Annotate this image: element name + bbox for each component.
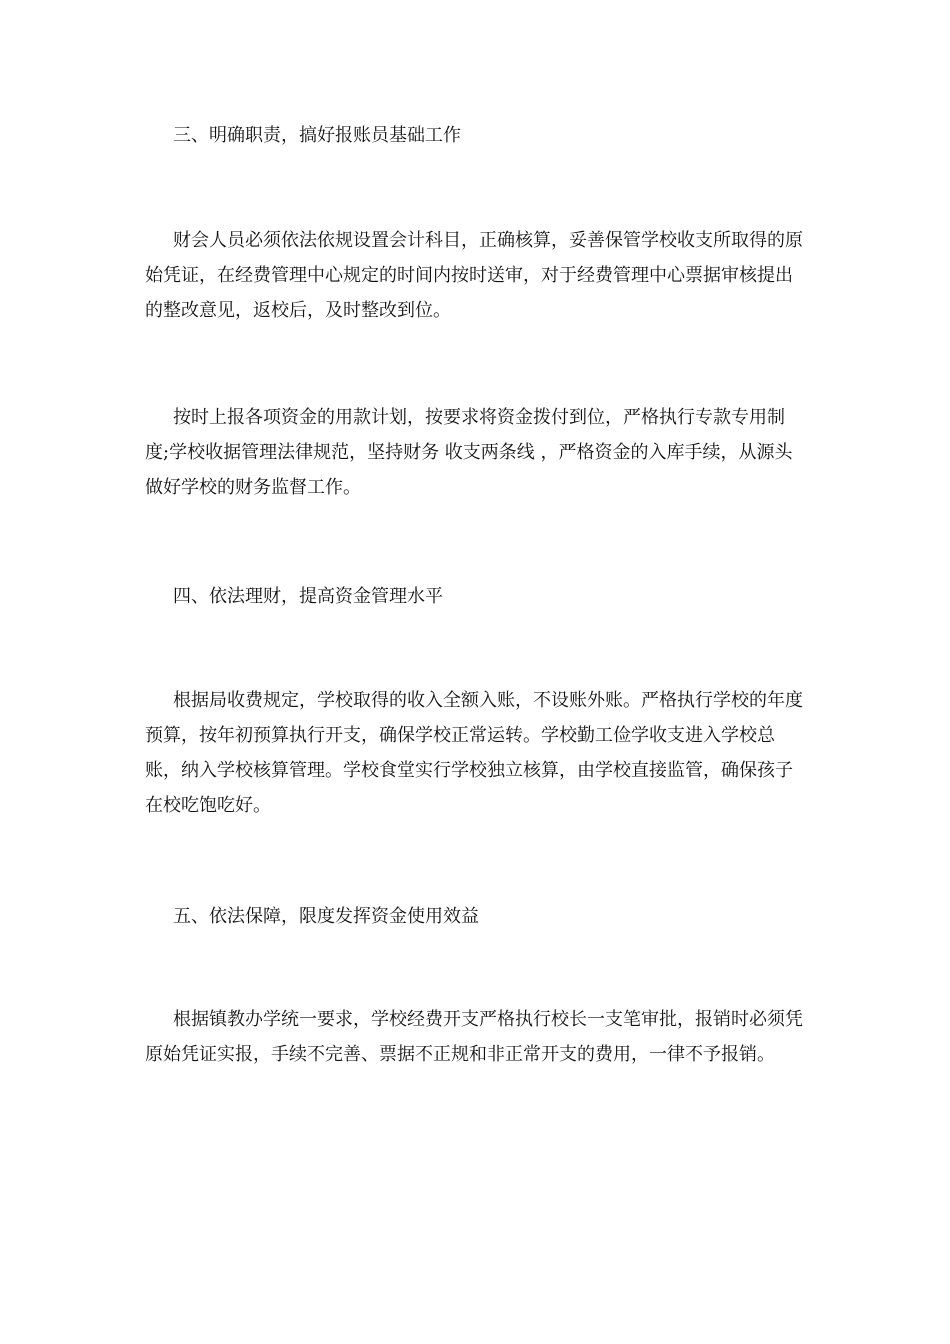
- paragraph-expense-approval: 根据镇教办学统一要求，学校经费开支严格执行校长一支笔审批，报销时必须凭原始凭证实报，手续不完善、票据不正规和非正常开支的费用，一律不予报销。: [145, 1009, 803, 1065]
- section-heading-5: 五、依法保障，限度发挥资金使用效益: [173, 906, 479, 927]
- paragraph-fund-plan: 按时上报各项资金的用款计划，按要求将资金拨付到位，严格执行专款专用制度;学校收据管理法律规范，坚持财务 收支两条线 ，严格资金的入库手续，从源头做好学校的财务监督工作。: [145, 407, 793, 498]
- paragraph-income-budget: 根据局收费规定，学校取得的收入全额入账，不设账外账。严格执行学校的年度预算，按年初预算执行开支，确保学校正常运转。学校勤工俭学收支进入学校总账，纳入学校核算管理。学校食堂实行学校独立核算，由学校直接监管，确保孩子在校吃饱吃好。: [145, 690, 803, 816]
- paragraph-accounting-staff: 财会人员必须依法依规设置会计科目，正确核算，妥善保管学校收支所取得的原始凭证，在经费管理中心规定的时间内按时送审，对于经费管理中心票据审核提出的整改意见，返校后，及时整改到位。: [145, 230, 803, 321]
- section-heading-3: 三、明确职责，搞好报账员基础工作: [173, 125, 461, 146]
- section-heading-4: 四、依法理财，提高资金管理水平: [173, 586, 443, 607]
